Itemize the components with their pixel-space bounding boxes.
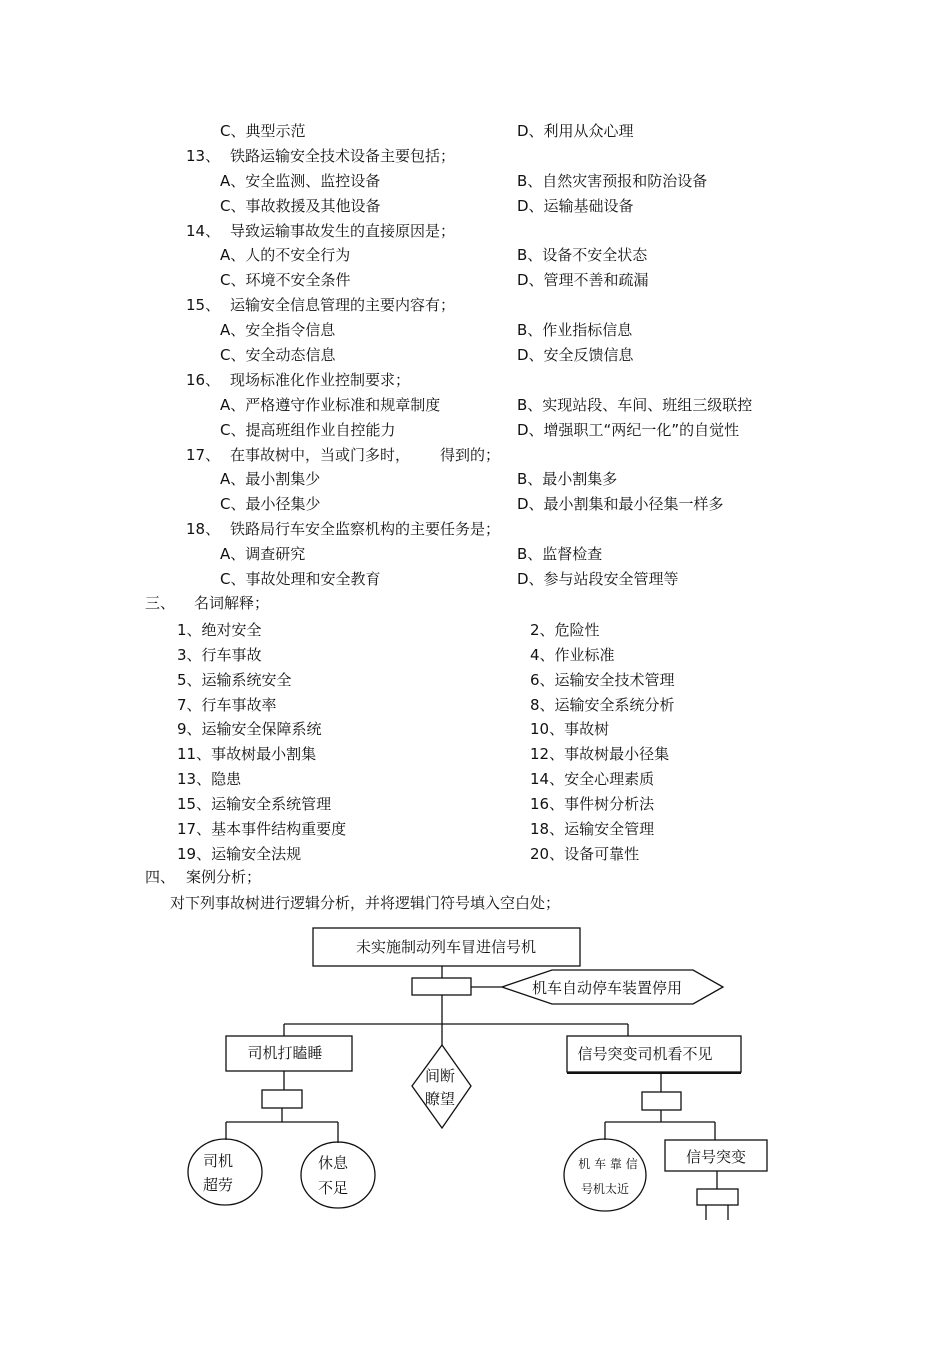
- term-19: 19、运输安全法规: [177, 845, 302, 863]
- q18-opt-a: A、调查研究: [220, 545, 306, 563]
- q17-opt-b: B、最小割集多: [517, 470, 618, 488]
- section4-instruction: 对下列事故树进行逻辑分析，并将逻辑门符号填入空白处；: [170, 894, 561, 912]
- term-2: 2、危险性: [530, 621, 600, 639]
- q16-stem: 现场标准化作业控制要求；: [230, 371, 411, 389]
- bottom-gate-blank[interactable]: [697, 1189, 738, 1205]
- term-15: 15、运输安全系统管理: [177, 795, 332, 813]
- term-7: 7、行车事故率: [177, 696, 277, 714]
- term-8: 8、运输安全系统分析: [530, 696, 675, 714]
- section3-number: 三、: [145, 594, 176, 612]
- q18-opt-c: C、事故处理和安全教育: [220, 570, 381, 588]
- q17-stem-end: 得到的；: [440, 446, 501, 464]
- leaf2-label-line1: 休息: [317, 1154, 349, 1172]
- term-13: 13、隐患: [177, 770, 242, 788]
- term-6: 6、运输安全技术管理: [530, 671, 675, 689]
- term-12: 12、事故树最小径集: [530, 745, 670, 763]
- term-9: 9、运输安全保障系统: [177, 720, 322, 738]
- q15-number: 15、: [186, 296, 221, 314]
- term-1: 1、绝对安全: [177, 621, 262, 639]
- q18-stem: 铁路局行车安全监察机构的主要任务是；: [230, 520, 501, 538]
- term-11: 11、事故树最小割集: [177, 745, 317, 763]
- q12-opt-c: C、典型示范: [220, 122, 306, 140]
- q15-stem: 运输安全信息管理的主要内容有；: [230, 296, 456, 314]
- right-gate-blank[interactable]: [642, 1092, 681, 1110]
- q15-opt-c: C、安全动态信息: [220, 346, 336, 364]
- left-event-label: 司机打瞌睡: [247, 1044, 323, 1062]
- section3-title: 名词解释；: [194, 594, 270, 612]
- term-10: 10、事故树: [530, 720, 610, 738]
- q14-opt-c: C、环境不安全条件: [220, 271, 351, 289]
- q18-number: 18、: [186, 520, 221, 538]
- q14-opt-b: B、设备不安全状态: [517, 246, 648, 264]
- q13-opt-b: B、自然灾害预报和防治设备: [517, 172, 708, 190]
- term-20: 20、设备可靠性: [530, 845, 640, 863]
- leaf3-label-line1: 机 车 靠 信: [578, 1157, 638, 1171]
- q17-opt-a: A、最小割集少: [220, 470, 321, 488]
- q14-number: 14、: [186, 222, 221, 240]
- q14-opt-d: D、管理不善和疏漏: [517, 271, 649, 289]
- q13-opt-c: C、事故救援及其他设备: [220, 197, 381, 215]
- q16-opt-a: A、严格遵守作业标准和规章制度: [220, 396, 441, 414]
- term-3: 3、行车事故: [177, 646, 262, 664]
- q12-opt-d: D、利用从众心理: [517, 122, 634, 140]
- q14-stem: 导致运输事故发生的直接原因是；: [230, 222, 456, 240]
- term-16: 16、事件树分析法: [530, 795, 655, 813]
- term-14: 14、安全心理素质: [530, 770, 655, 788]
- right-event-label: 信号突变司机看不见: [577, 1045, 713, 1063]
- q17-opt-d: D、最小割集和最小径集一样多: [517, 495, 724, 513]
- q14-opt-a: A、人的不安全行为: [220, 246, 351, 264]
- mid-label-line1: 间断: [424, 1067, 456, 1085]
- top-gate-blank[interactable]: [412, 978, 471, 995]
- leaf2-circle: [301, 1142, 375, 1208]
- q13-opt-d: D、运输基础设备: [517, 197, 634, 215]
- leaf3-label-line2: 号机太近: [580, 1182, 630, 1196]
- q18-opt-b: B、监督检查: [517, 545, 603, 563]
- leaf4-label: 信号突变: [685, 1148, 747, 1166]
- section4-title: 案例分析；: [186, 868, 262, 886]
- term-4: 4、作业标准: [530, 646, 615, 664]
- q16-number: 16、: [186, 371, 221, 389]
- q13-opt-a: A、安全监测、监控设备: [220, 172, 381, 190]
- leaf1-label-line2: 超劳: [202, 1176, 234, 1194]
- term-17: 17、基本事件结构重要度: [177, 820, 347, 838]
- mid-label-line2: 瞭望: [424, 1090, 456, 1108]
- left-gate-blank[interactable]: [262, 1090, 302, 1108]
- leaf2-label-line2: 不足: [317, 1179, 349, 1197]
- q15-opt-a: A、安全指令信息: [220, 321, 336, 339]
- q15-opt-d: D、安全反馈信息: [517, 346, 634, 364]
- leaf1-label-line1: 司机: [202, 1152, 234, 1170]
- q16-opt-b: B、实现站段、车间、班组三级联控: [517, 396, 753, 414]
- q16-opt-c: C、提高班组作业自控能力: [220, 421, 396, 439]
- q17-number: 17、: [186, 446, 221, 464]
- section4-number: 四、: [145, 868, 176, 886]
- q18-opt-d: D、参与站段安全管理等: [517, 570, 679, 588]
- q16-opt-d: D、增强职工“两纪一化”的自觉性: [517, 421, 740, 439]
- q13-stem: 铁路运输安全技术设备主要包括；: [230, 147, 456, 165]
- q13-number: 13、: [186, 147, 221, 165]
- q15-opt-b: B、作业指标信息: [517, 321, 633, 339]
- top-event-label: 未实施制动列车冒进信号机: [355, 938, 537, 956]
- condition-label: 机车自动停车装置停用: [531, 979, 683, 997]
- q17-opt-c: C、最小径集少: [220, 495, 321, 513]
- mid-diamond: [412, 1045, 471, 1128]
- leaf3-circle: [564, 1139, 646, 1211]
- q17-stem: 在事故树中，当或门多时，: [230, 446, 411, 464]
- term-18: 18、运输安全管理: [530, 820, 655, 838]
- leaf1-circle: [188, 1139, 262, 1205]
- term-5: 5、运输系统安全: [177, 671, 292, 689]
